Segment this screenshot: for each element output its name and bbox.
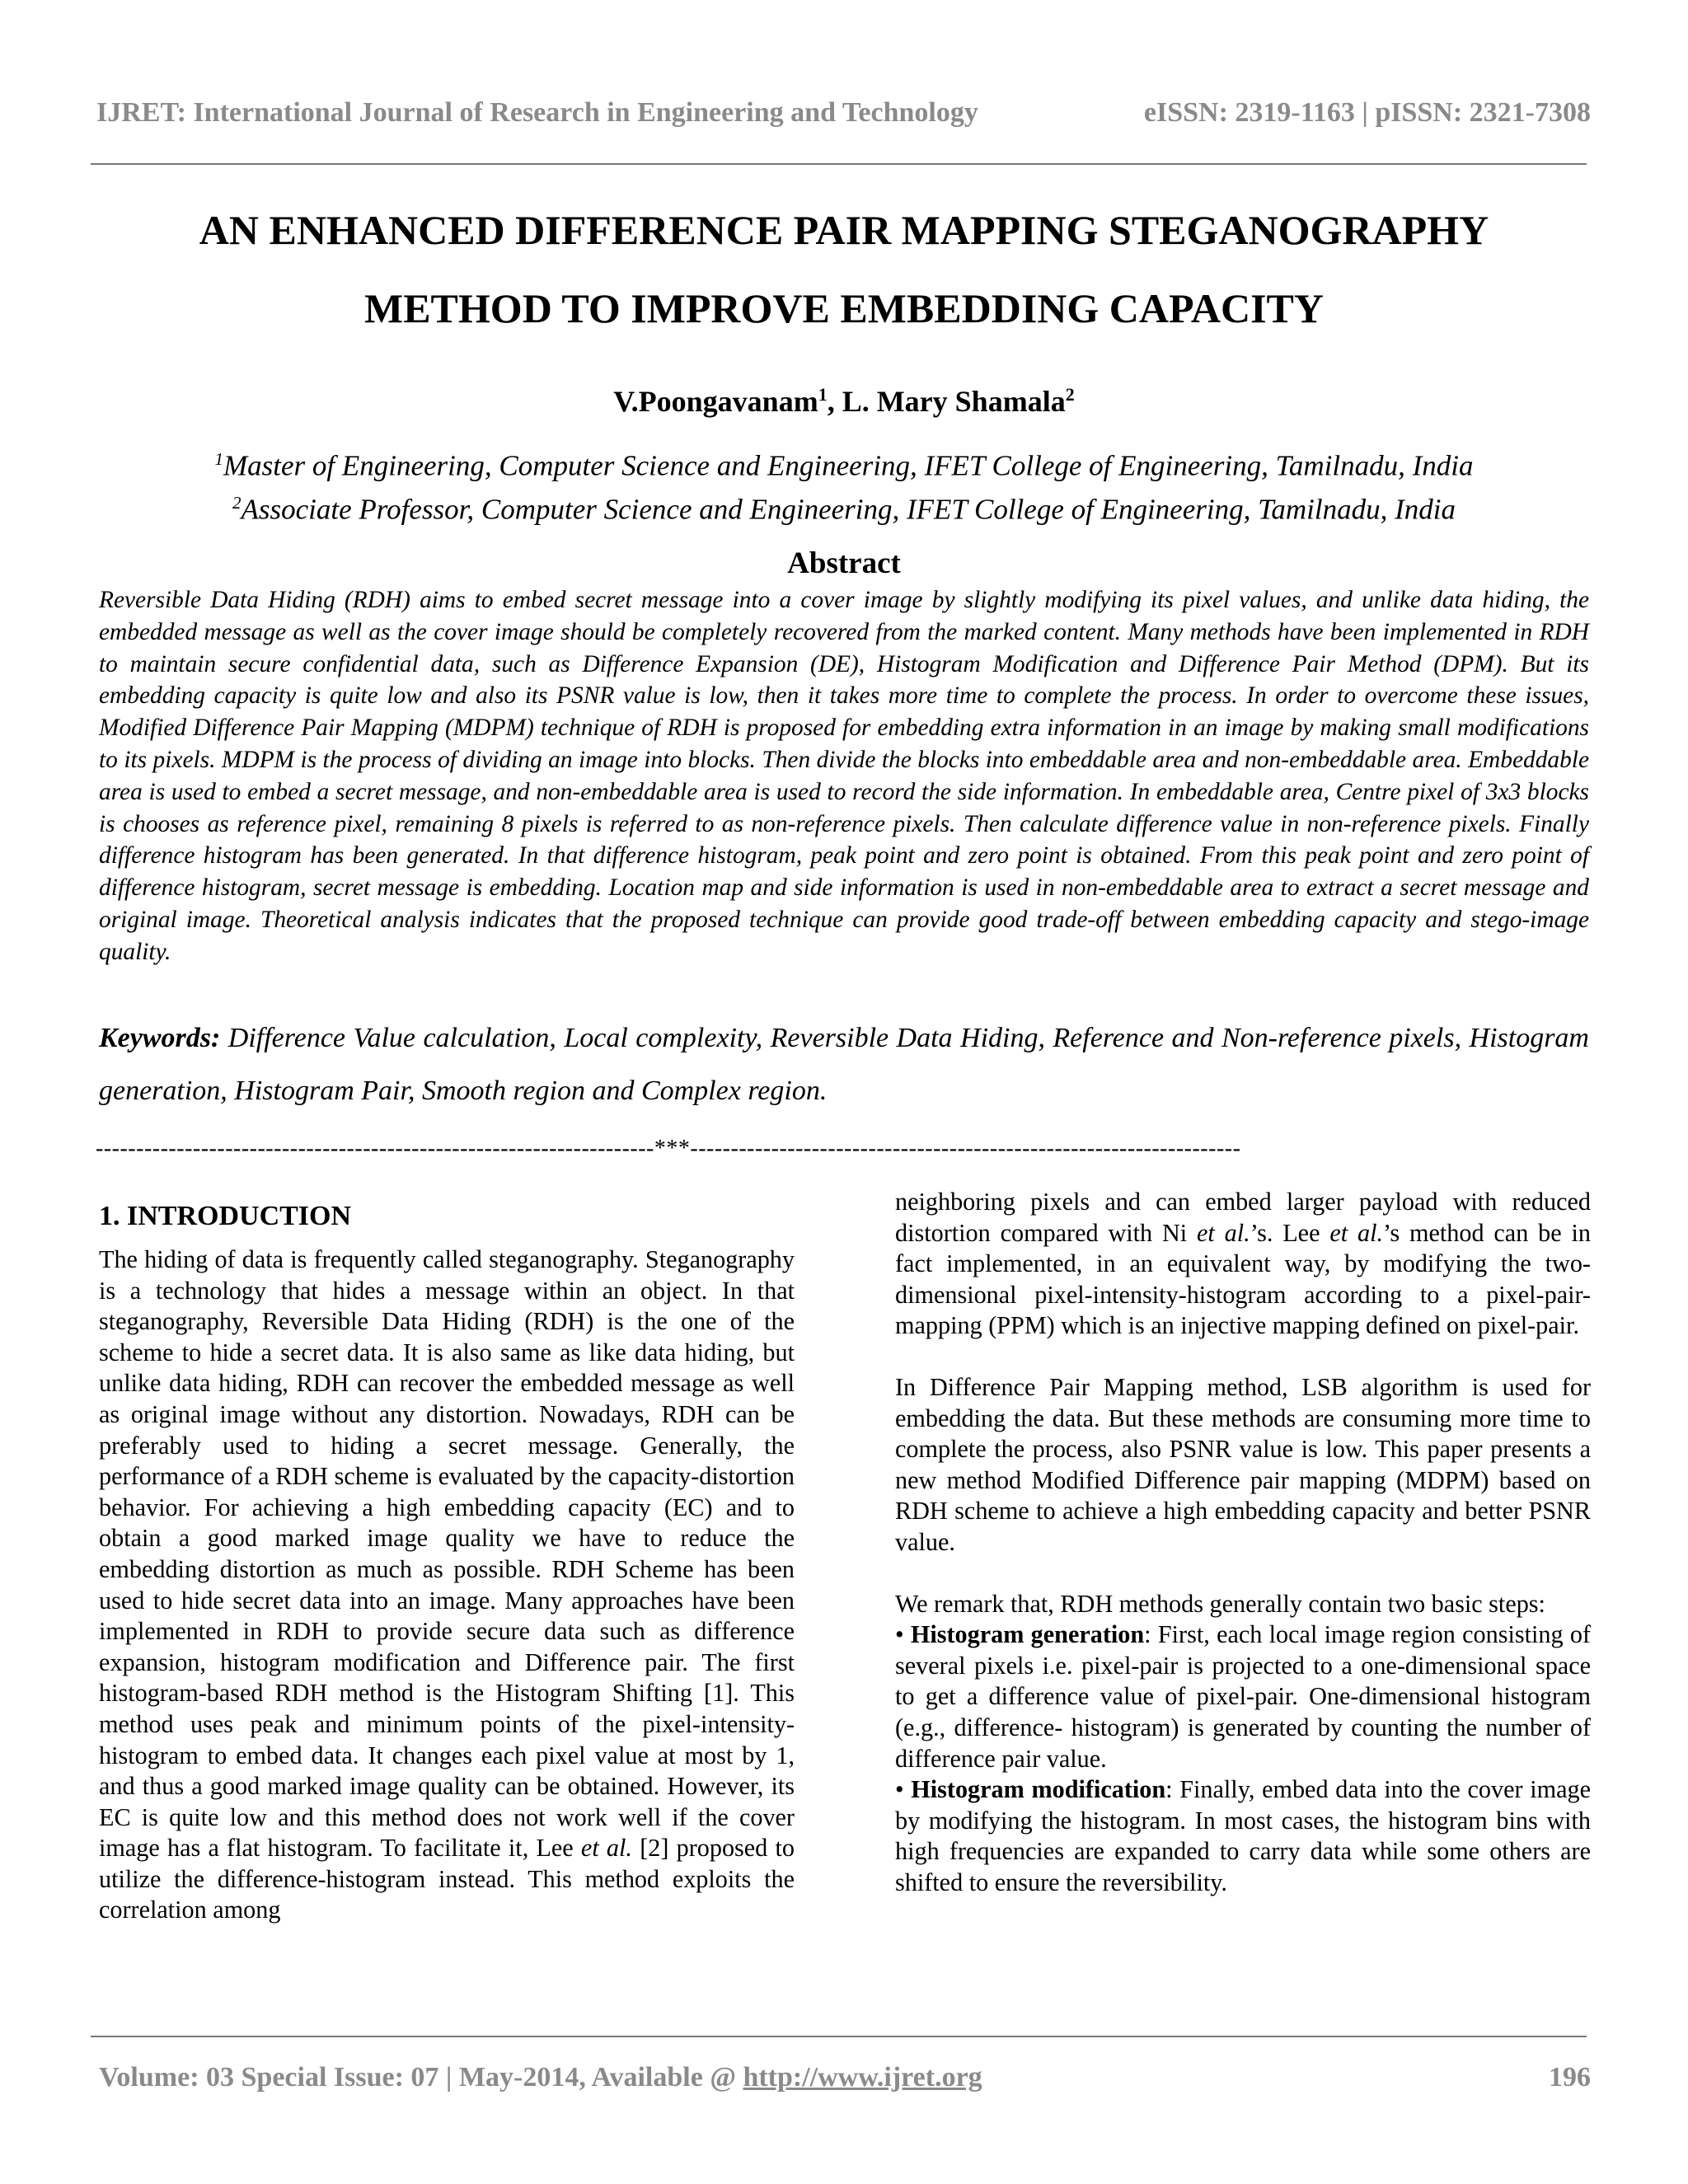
author-2: L. Mary Shamala — [842, 385, 1066, 418]
author-list — [0, 384, 1688, 419]
bullet-2-text: : Finally, embed data into the cover image by modifying the histogram. In most cases, the histogram bins with high frequencies are expanded to carry data while some others are shifted to ensure the reversibility. — [895, 1775, 1591, 1896]
cont-etal-1: et al. — [1197, 1218, 1250, 1247]
left-column — [99, 1187, 795, 1926]
footer-volume-text: Volume: 03 Special Issue: 07 | May-2014, Available @ — [99, 2062, 743, 2093]
header-rule — [91, 163, 1587, 165]
bullet-2-label: Histogram modification — [911, 1775, 1166, 1804]
affiliation-2-text: Associate Professor, Computer Science and Engineering, IFET College of Engineering, Tamilnadu, India — [241, 493, 1456, 526]
author-2-affil: 2 — [1065, 384, 1075, 405]
title-line-1: AN ENHANCED DIFFERENCE PAIR MAPPING STEGANOGRAPHY — [199, 207, 1489, 253]
intro-text-a: The hiding of data is frequently called steganography. Steganography is a technology that hides a message within an object. In that steganography, Reversible Data Hiding (RDH) is the one of the scheme to hide a secret data. It is also same as like data hiding, but unlike data hiding, RDH can recover the embedded message as well as original image without any distortion. Nowadays, RDH can be preferably used to hiding a secret message. Generally, the performance of a RDH scheme is evaluated by the capacity-distortion behavior. For achieving a high embedding capacity (EC) and to obtain a good marked image quality we have to reduce the embedding distortion as much as possible. RDH Scheme has been used to hide secret data into an image. Many approaches have been implemented in RDH to provide secure data such as difference expansion, histogram modification and Difference pair. The first histogram-based RDH method is the Histogram Shifting [1]. This method uses peak and minimum points of the pixel-intensity-histogram to embed data. It changes each pixel value at most by 1, and thus a good marked image quality can be obtained. However, its EC is quite low and this method does not work well if the cover image has a flat histogram. To facilitate it, Lee — [99, 1245, 795, 1863]
cont-text-b: ’s. Lee — [1250, 1218, 1330, 1247]
footer-volume — [99, 2062, 982, 2093]
author-separator: , — [827, 385, 842, 418]
intro-etal: et al. — [580, 1834, 632, 1863]
keywords-text: Difference Value calculation, Local complexity, Reversible Data Hiding, Reference and Non-reference pixels, Histogram generation, Histogram Pair, Smooth region and Complex region. — [99, 1023, 1589, 1106]
cont-text-c: ’s method can be in fact implemented, in an equivalent way, by modifying the two-dimensional pixel-intensity-histogram according to a pixel-pair-mapping (PPM) which is an injective mapping defined on pixel-pair. — [895, 1218, 1591, 1340]
bullet-1-label: Histogram generation — [910, 1620, 1145, 1649]
author-1: V.Poongavanam — [613, 385, 818, 418]
section-separator: ---------------------------------------------------------------------***-------------------------------------------------------------------- — [96, 1136, 1241, 1161]
affiliation-2-mark: 2 — [232, 492, 241, 513]
abstract-heading: Abstract — [787, 546, 901, 580]
bullet-1-text: : First, each local image region consisting of several pixels i.e. pixel-pair is projected to a one-dimensional space to get a difference value of pixel-pair. One-dimensional histogram (e.g., difference- histogram) is generated by counting the number of difference pair value. — [895, 1620, 1591, 1773]
keywords — [99, 1012, 1589, 1118]
bullet-icon: • — [895, 1775, 912, 1804]
right-column — [895, 1187, 1591, 1898]
affiliation-1-text: Master of Engineering, Computer Science and Engineering, IFET College of Engineering, Tamilnadu, India — [223, 449, 1474, 482]
intro-paragraph-1-cont — [895, 1187, 1591, 1342]
journal-link[interactable]: http://www.ijret.org — [743, 2062, 982, 2093]
affiliation-1-mark: 1 — [214, 449, 223, 469]
title-line-2: METHOD TO IMPROVE EMBEDDING CAPACITY — [364, 285, 1324, 331]
intro-paragraph-2: In Difference Pair Mapping method, LSB algorithm is used for embedding the data. But these methods are consuming more time to complete the process, also PSNR value is low. This paper presents a new method Modified Difference pair mapping (MDPM) based on RDH scheme to achieve a high embedding capacity and better PSNR value. — [895, 1372, 1591, 1556]
section-heading-introduction: 1. INTRODUCTION — [99, 1201, 352, 1231]
affiliation-1 — [0, 441, 1688, 485]
cont-etal-2: et al. — [1329, 1218, 1384, 1247]
page-number: 196 — [1549, 2062, 1591, 2093]
journal-header: IJRET: International Journal of Research in Engineering and Technology — [96, 97, 978, 128]
intro-paragraph-1 — [99, 1244, 795, 1926]
footer-rule — [91, 2036, 1587, 2037]
intro-paragraph-3: We remark that, RDH methods generally contain two basic steps: — [895, 1589, 1545, 1618]
abstract-text: Reversible Data Hiding (RDH) aims to embed secret message into a cover image by slightly modifying its pixel values, and unlike data hiding, the embedded message as well as the cover image should be completely recovered from the marked content. Many methods have been implemented in RDH to maintain secure confidential data, such as Difference Expansion (DE), Histogram Modification and Difference Pair Method (DPM). But its embedding capacity is quite low and also its PSNR value is low, then it takes more time to complete the process. In order to overcome these issues, Modified Difference Pair Mapping (MDPM) technique of RDH is proposed for embedding extra information in an image by making small modifications to its pixels. MDPM is the process of dividing an image into blocks. Then divide the blocks into embeddable area and non-embeddable area. Embeddable area is used to embed a secret message, and non-embeddable area is used to record the side information. In embeddable area, Centre pixel of 3x3 blocks is chooses as reference pixel, remaining 8 pixels is referred to as non-reference pixels. Then calculate difference value in non-reference pixels. Finally difference histogram has been generated. In that difference histogram, peak point and zero point is obtained. From this peak point and zero point of difference histogram, secret message is embedding. Location map and side information is used in non-embeddable area to extract a secret message and original image. Theoretical analysis indicates that the proposed technique can provide good trade-off between embedding capacity and stego-image quality. — [99, 587, 1589, 965]
author-1-affil: 1 — [818, 384, 828, 405]
affiliations — [0, 441, 1688, 527]
affiliation-2 — [0, 485, 1688, 528]
issn-header: eISSN: 2319-1163 | pISSN: 2321-7308 — [1143, 97, 1591, 128]
paper-title — [0, 191, 1688, 348]
bullet-icon: • — [895, 1620, 911, 1649]
bullet-histogram-generation — [895, 1619, 1591, 1774]
cont-text-a: neighboring pixels and can embed larger payload with reduced distortion compared with Ni — [895, 1188, 1591, 1247]
bullet-histogram-modification — [895, 1774, 1591, 1898]
keywords-label: Keywords: — [99, 1023, 221, 1053]
intro-text-b: [2] proposed to utilize the difference-histogram instead. This method exploits the correlation among — [99, 1834, 795, 1924]
